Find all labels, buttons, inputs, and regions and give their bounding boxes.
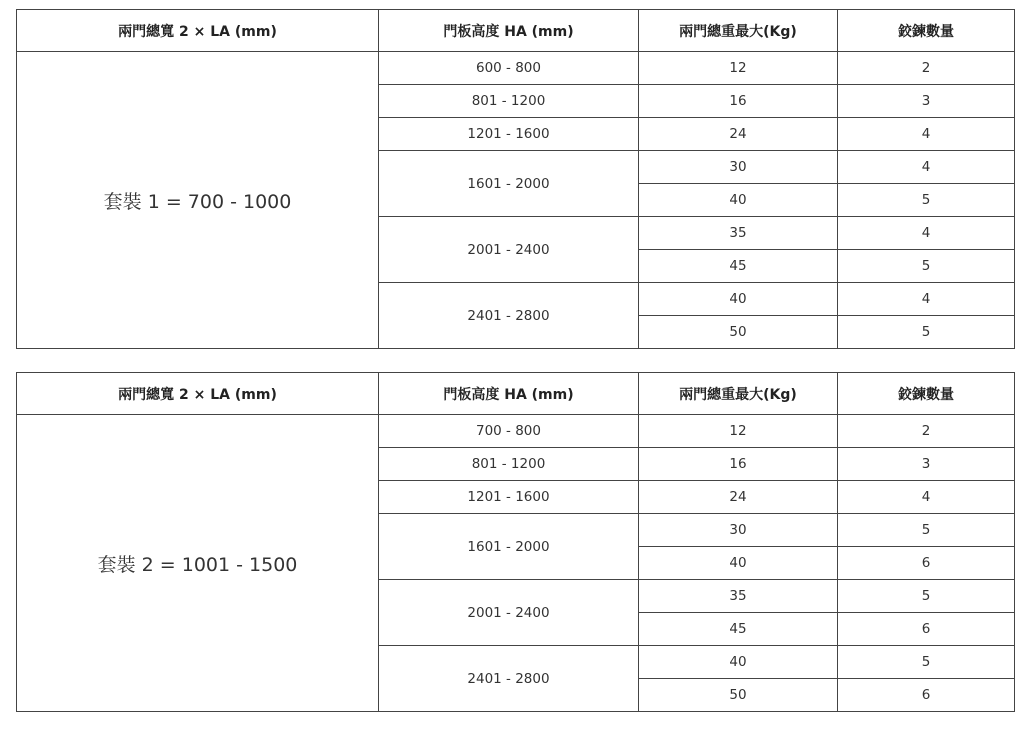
hinge-cell: 4 <box>838 118 1015 151</box>
height-cell: 2401 - 2800 <box>379 646 639 712</box>
hinge-cell: 5 <box>838 514 1015 547</box>
height-cell: 1201 - 1600 <box>379 118 639 151</box>
height-cell: 1201 - 1600 <box>379 481 639 514</box>
height-cell: 1601 - 2000 <box>379 151 639 217</box>
header-total-width: 兩門總寬 2 × LA (mm) <box>17 373 379 415</box>
hinge-cell: 5 <box>838 646 1015 679</box>
weight-cell: 45 <box>639 250 838 283</box>
hinge-cell: 3 <box>838 448 1015 481</box>
set-label-cell: 套裝 1 = 700 - 1000 <box>17 52 379 349</box>
header-door-height: 門板高度 HA (mm) <box>379 373 639 415</box>
hinge-cell: 2 <box>838 52 1015 85</box>
header-row <box>17 10 1015 52</box>
height-cell: 700 - 800 <box>379 415 639 448</box>
weight-cell: 35 <box>639 580 838 613</box>
header-max-weight: 兩門總重最大(Kg) <box>639 10 838 52</box>
height-cell: 801 - 1200 <box>379 448 639 481</box>
hinge-cell: 5 <box>838 316 1015 349</box>
weight-cell: 40 <box>639 283 838 316</box>
weight-cell: 40 <box>639 646 838 679</box>
table-row <box>17 415 1015 448</box>
hinge-cell: 6 <box>838 613 1015 646</box>
weight-cell: 16 <box>639 448 838 481</box>
header-row <box>17 373 1015 415</box>
hinge-cell: 6 <box>838 679 1015 712</box>
hinge-cell: 2 <box>838 415 1015 448</box>
height-cell: 801 - 1200 <box>379 85 639 118</box>
height-cell: 600 - 800 <box>379 52 639 85</box>
table-body <box>17 52 1015 349</box>
spec-table-set-1 <box>16 9 1015 349</box>
height-cell: 2401 - 2800 <box>379 283 639 349</box>
weight-cell: 24 <box>639 118 838 151</box>
height-cell: 2001 - 2400 <box>379 217 639 283</box>
header-door-height: 門板高度 HA (mm) <box>379 10 639 52</box>
set-label-cell: 套裝 2 = 1001 - 1500 <box>17 415 379 712</box>
weight-cell: 30 <box>639 151 838 184</box>
weight-cell: 35 <box>639 217 838 250</box>
hinge-cell: 5 <box>838 184 1015 217</box>
header-hinge-count: 鉸鍊數量 <box>838 10 1015 52</box>
hinge-cell: 6 <box>838 547 1015 580</box>
hinge-cell: 5 <box>838 250 1015 283</box>
weight-cell: 50 <box>639 679 838 712</box>
header-max-weight: 兩門總重最大(Kg) <box>639 373 838 415</box>
weight-cell: 50 <box>639 316 838 349</box>
height-cell: 1601 - 2000 <box>379 514 639 580</box>
weight-cell: 40 <box>639 547 838 580</box>
table-header <box>17 10 1015 52</box>
hinge-cell: 4 <box>838 217 1015 250</box>
weight-cell: 30 <box>639 514 838 547</box>
weight-cell: 24 <box>639 481 838 514</box>
hinge-cell: 4 <box>838 481 1015 514</box>
spec-table-set-2 <box>16 372 1015 712</box>
weight-cell: 12 <box>639 52 838 85</box>
weight-cell: 16 <box>639 85 838 118</box>
table-body <box>17 415 1015 712</box>
hinge-cell: 4 <box>838 151 1015 184</box>
hinge-cell: 4 <box>838 283 1015 316</box>
height-cell: 2001 - 2400 <box>379 580 639 646</box>
header-total-width: 兩門總寬 2 × LA (mm) <box>17 10 379 52</box>
hinge-cell: 5 <box>838 580 1015 613</box>
table-row <box>17 52 1015 85</box>
weight-cell: 45 <box>639 613 838 646</box>
weight-cell: 12 <box>639 415 838 448</box>
table-header <box>17 373 1015 415</box>
header-hinge-count: 鉸鍊數量 <box>838 373 1015 415</box>
hinge-cell: 3 <box>838 85 1015 118</box>
weight-cell: 40 <box>639 184 838 217</box>
